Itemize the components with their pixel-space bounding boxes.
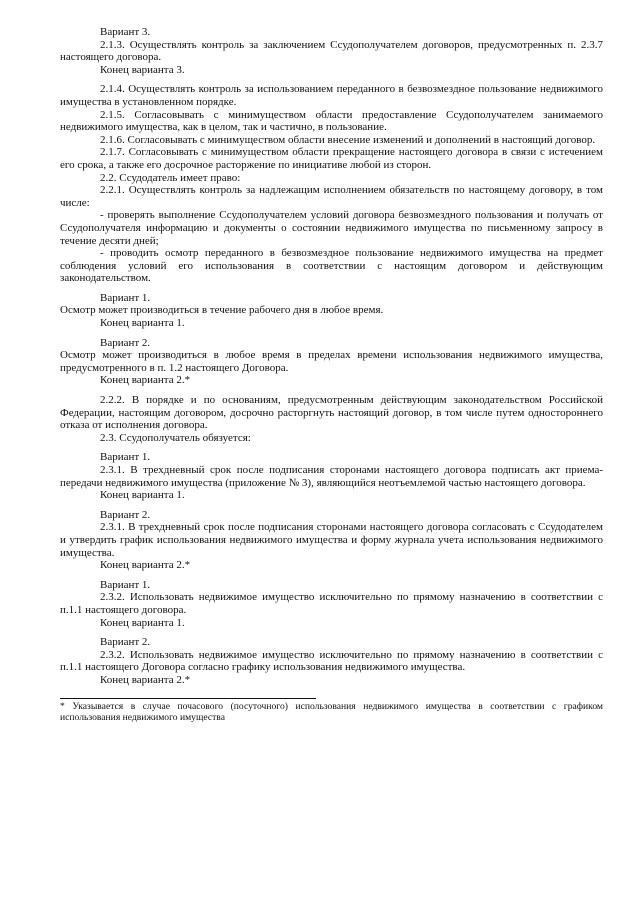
paragraph-spacer [60,330,603,337]
paragraph-spacer [60,76,603,83]
paragraph-spacer [60,572,603,579]
paragraph: Вариант 1. [100,291,151,304]
paragraph: 2.2. Ссудодатель имеет право: [100,171,241,184]
paragraph: Конец варианта 2.* [100,559,191,572]
paragraph: Конец варианта 2.* [100,673,191,686]
paragraph: Конец варианта 1. [100,317,185,330]
paragraph: 2.2.2. В порядке и по основаниям, предусмотренным действующим законодательством Российской Федерации, настоящим договором, досрочно расторгнуть настоящий договор, в том числе путем одностороннего отказа от исполнения договора. [60,394,603,432]
paragraph: Вариант 2. [100,508,151,521]
paragraph: Конец варианта 2.* [100,374,191,387]
paragraph: 2.3. Ссудополучатель обязуется: [100,431,251,444]
paragraph: 2.1.3. Осуществлять контроль за заключением Ссудополучателем договоров, предусмотренных п. 2.3.7 настоящего договора. [60,38,603,64]
paragraph: Осмотр может производиться в течение рабочего дня в любое время. [60,304,384,317]
paragraph: Конец варианта 1. [100,616,185,629]
document-page [60,26,603,723]
paragraph-spacer [60,502,603,509]
paragraph: Осмотр может производиться в любое время в пределах времени использования недвижимого имущества, предусмотренного в п. 1.2 настоящего Договора. [60,349,603,374]
paragraph: 2.3.2. Использовать недвижимое имущество исключительно по прямому назначению в соответствии с п.1.1 настоящего Договора согласно графику использования недвижимого имущества. [60,648,603,674]
paragraph-spacer [60,444,603,451]
paragraph: - проводить осмотр переданного в безвозмездное пользование недвижимого имущества на предмет соблюдения условий его использования в соответствии с настоящим договором и действующим законодательством. [60,247,603,285]
paragraph: Конец варианта 3. [100,63,185,76]
paragraph-spacer [60,285,603,292]
paragraph: 2.3.1. В трехдневный срок после подписания сторонами настоящего договора подписать акт приема-передачи недвижимого имущества (приложение № 3), являющийся неотъемлемой частью настоящего договора. [60,464,603,489]
paragraph: 2.1.5. Согласовывать с минимуществом области предоставление Ссудополучателем занимаемого недвижимого имущества, как в целом, так и частично, в пользование. [60,108,603,134]
paragraph-spacer [60,387,603,394]
footnote: * Указывается в случае почасового (посуточного) использования недвижимого имущества в соответствии с графиком использования недвижимого имущества [60,700,603,723]
paragraph: Вариант 2. [100,636,151,649]
paragraph-spacer [60,629,603,636]
paragraph: Вариант 1. [100,578,151,591]
paragraph: - проверять выполнение Ссудополучателем условий договора безвозмездного пользования и получать от Ссудополучателя информацию и документы о состоянии недвижимого имущества по письменному запросу в течение десяти дней; [60,209,603,247]
paragraph: Вариант 1. [100,451,151,464]
paragraph: 2.3.1. В трехдневный срок после подписания сторонами настоящего договора согласовать с Ссудодателем и утвердить график использования недвижимого имущества и форму журнала учета использования недвижимого имущества. [60,521,603,559]
paragraph: 2.1.7. Согласовывать с минимуществом области прекращение настоящего договора в связи с истечением его срока, а также его досрочное расторжение по инициативе любой из сторон. [60,146,603,171]
paragraph: 2.1.4. Осуществлять контроль за использованием переданного в безвозмездное пользование недвижимого имущества в установленном порядке. [60,83,603,108]
paragraph: Конец варианта 1. [100,489,185,502]
paragraph: 2.3.2. Использовать недвижимое имущество исключительно по прямому назначению в соответствии с п.1.1 настоящего договора. [60,591,603,616]
footnote-divider [60,698,316,699]
paragraph: 2.2.1. Осуществлять контроль за надлежащим исполнением обязательств по настоящему договору, в том числе: [60,184,603,209]
paragraph: 2.1.6. Согласовывать с минимуществом области внесение изменений и дополнений в настоящий договор. [100,133,596,146]
paragraph: Вариант 2. [100,336,151,349]
paragraph: Вариант 3. [100,26,151,38]
document-body [60,26,603,687]
